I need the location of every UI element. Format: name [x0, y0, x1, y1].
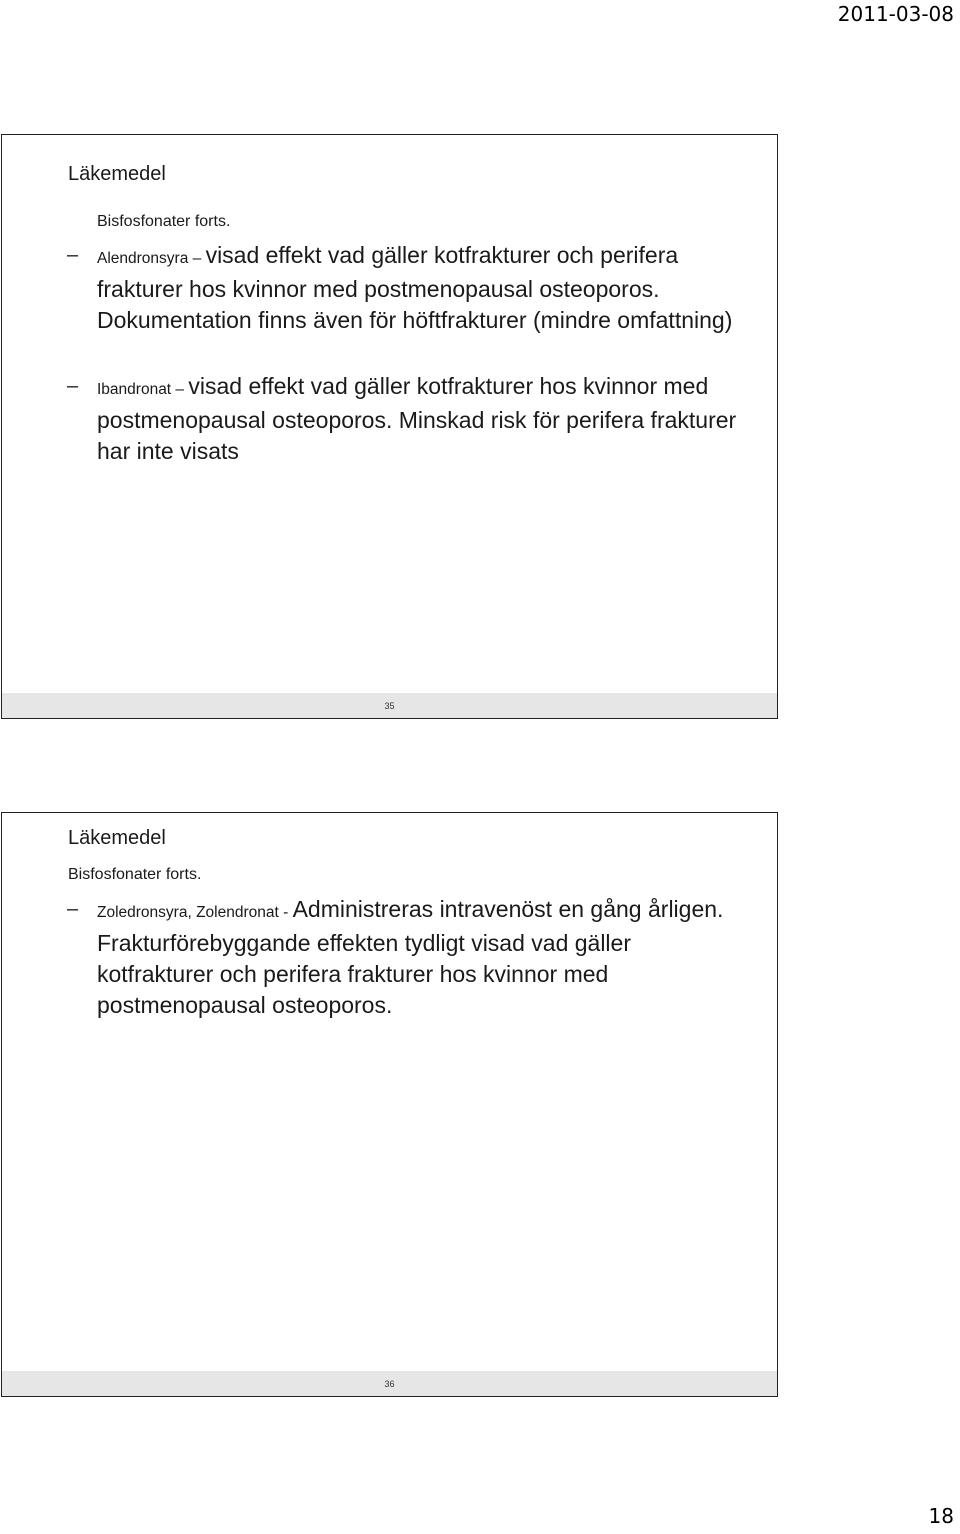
- slide-35: [1, 134, 778, 719]
- bullet-text: Administreras intravenöst en gång årligen. Frakturförebyggande effekten tydligt visad vad gäller kotfrakturer och perifera frakturer hos kvinnor med postmenopausal osteoporos.: [97, 896, 724, 1018]
- page-date: 2011-03-08: [837, 2, 954, 26]
- slide-number: 36: [384, 1379, 395, 1389]
- dash-bullet-icon: –: [67, 375, 79, 397]
- slide-footer: [2, 693, 777, 718]
- slide-title: Läkemedel: [68, 827, 166, 849]
- bullet-zoledronsyra: [67, 894, 737, 1021]
- slide-subtitle: Bisfosfonater forts.: [68, 866, 202, 883]
- dash-bullet-icon: –: [67, 244, 79, 266]
- slide-36: [1, 812, 778, 1397]
- bullet-text: visad effekt vad gäller kotfrakturer och perifera frakturer hos kvinnor med postmenopausal osteoporos. Dokumentation finns även för höftfrakturer (mindre omfattning): [97, 242, 733, 333]
- drug-name: Ibandronat: [97, 381, 172, 398]
- slide-title: Läkemedel: [68, 163, 166, 185]
- slide-number: 35: [384, 701, 395, 711]
- slide-footer: [2, 1371, 777, 1396]
- separator: -: [278, 904, 293, 921]
- bullet-alendronsyra: [67, 240, 737, 336]
- drug-name: Alendronsyra: [97, 250, 189, 267]
- drug-name: Zoledronsyra, Zolendronat: [97, 904, 279, 921]
- separator: –: [171, 381, 189, 398]
- page-number: 18: [928, 1504, 954, 1528]
- bullet-text: visad effekt vad gäller kotfrakturer hos kvinnor med postmenopausal osteoporos. Minskad risk för perifera frakturer har inte visats: [97, 373, 737, 464]
- dash-bullet-icon: –: [67, 898, 79, 920]
- separator: –: [188, 250, 206, 267]
- bullet-ibandronat: [67, 371, 737, 467]
- slide-subtitle: Bisfosfonater forts.: [97, 213, 231, 230]
